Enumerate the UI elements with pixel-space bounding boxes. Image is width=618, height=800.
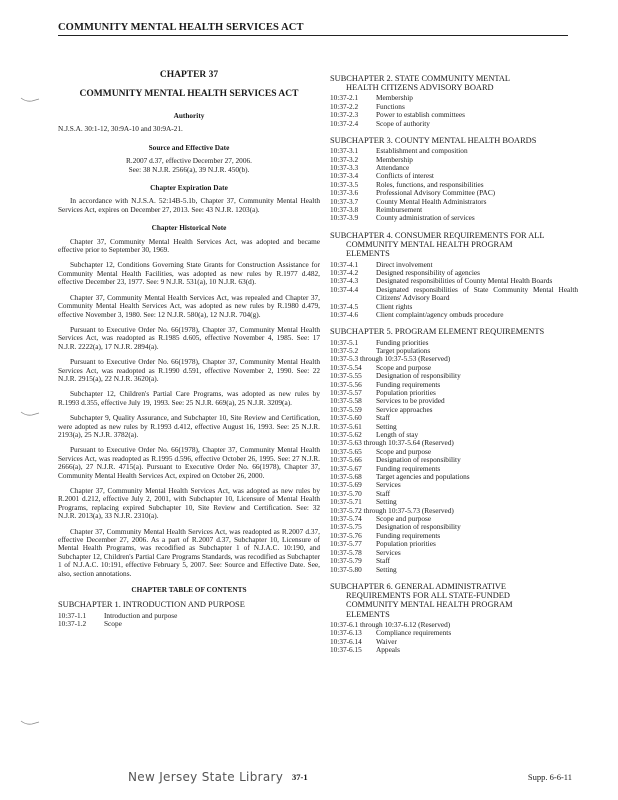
section-range: 10:37-5.63 through 10:37-5.64 (Reserved) (330, 438, 454, 448)
toc-entry (330, 456, 578, 464)
section-range: 10:37-5.3 through 10:37-5.53 (Reserved) (330, 354, 451, 364)
section-label: Client rights (376, 301, 413, 311)
section-number: 10:37-5.56 (330, 379, 362, 389)
chapter-title: COMMUNITY MENTAL HEALTH SERVICES ACT (79, 89, 299, 99)
toc-entry (330, 397, 578, 405)
supplement-date: Supp. 6-6-11 (527, 772, 572, 782)
authority-heading: Authority (173, 111, 205, 120)
subchapter-title (330, 136, 578, 145)
subchapter-title-line: ELEMENTS (346, 609, 390, 619)
toc-entry-range (330, 507, 578, 515)
subchapter-title (58, 600, 320, 609)
history-paragraph: Pursuant to Executive Order No. 66(1978), Chapter 37, Community Mental Health Services Act, was readopted as R.1985 d.605, effective November 4, 1985. See: 17 N.J.R. 2222(a), 17 N.J.R. 2894(a). (58, 324, 320, 351)
section-label: Population priorities (376, 387, 436, 397)
toc-entry (330, 540, 578, 548)
toc-entry (330, 490, 578, 498)
section-number: 10:37-5.55 (330, 371, 362, 381)
section-number: 10:37-3.8 (330, 205, 359, 215)
section-number: 10:37-2.4 (330, 118, 359, 128)
toc-entry (330, 549, 578, 557)
section-number: 10:37-6.13 (330, 628, 362, 638)
subchapter-title (330, 582, 578, 619)
section-number: 10:37-5.66 (330, 455, 362, 465)
toc-entry (330, 406, 578, 414)
section-label: Appeals (376, 644, 400, 654)
section-label: Professional Advisory Committee (PAC) (376, 188, 496, 198)
subchapter-title-line: COMMUNITY MENTAL HEALTH PROGRAM (346, 240, 513, 250)
margin-mark (20, 90, 40, 96)
toc-entry (330, 629, 578, 637)
section-number: 10:37-4.5 (330, 301, 359, 311)
section-label: Designation of responsibility (376, 371, 461, 381)
section-label: Scope and purpose (376, 514, 432, 524)
subchapter-title-line: REQUIREMENTS FOR ALL STATE-FUNDED (346, 591, 510, 601)
section-label: Waiver (376, 636, 397, 646)
section-number: 10:37-5.70 (330, 488, 362, 498)
history-paragraph: Subchapter 9, Quality Assurance, and Subchapter 10, Site Review and Certification, were adopted as new rules by R.1993 d.412, effective August 16, 1993. See: 25 N.J.R. 2193(a), 25 N.J.R. 3782(a). (58, 413, 320, 439)
history-paragraph: Chapter 37, Community Mental Health Services Act, was adopted and became effective prior to September 30, 1969. (58, 236, 320, 255)
section-label: Compliance requirements (376, 628, 452, 638)
subchapter-title-line: SUBCHAPTER 4. CONSUMER REQUIREMENTS FOR ALL (330, 230, 545, 240)
section-label: Designated responsibilities of County Mental Health Boards (376, 276, 553, 286)
section-label: Length of stay (376, 430, 419, 440)
toc-entry-range (330, 439, 578, 447)
subchapter-5 (330, 327, 578, 574)
section-number: 10:37-5.60 (330, 413, 362, 423)
section-number: 10:37-5.61 (330, 421, 362, 431)
section-number: 10:37-5.80 (330, 564, 362, 574)
section-label: Funding priorities (376, 337, 429, 347)
source-heading: Source and Effective Date (148, 142, 230, 152)
toc-entry (330, 414, 578, 422)
history-paragraph: Subchapter 12, Conditions Governing State Grants for Construction Assistance for Community Mental Health Facilities, was adopted as new rules by R.1977 d.482, effective December 23, 1977. See: 9 N.J.R. 531(a), 10 N.J.R. 63(d). (58, 260, 320, 287)
section-label: Roles, functions, and responsibilities (376, 179, 484, 189)
section-number: 10:37-3.4 (330, 171, 359, 181)
section-number: 10:37-5.78 (330, 547, 362, 557)
section-label: Direct involvement (376, 259, 433, 269)
library-watermark: New Jersey State Library (128, 770, 284, 784)
toc-entry-range (330, 355, 578, 363)
section-number: 10:37-5.65 (330, 446, 362, 456)
toc-entry (330, 94, 578, 102)
section-number: 10:37-5.71 (330, 497, 362, 507)
toc-entry (330, 311, 578, 319)
toc-entry (330, 532, 578, 540)
subchapter-title-line: ELEMENTS (346, 249, 390, 259)
source-text: See: 38 N.J.R. 2566(a), 39 N.J.R. 450(b). (128, 164, 250, 174)
toc-entry (330, 481, 578, 489)
section-number: 10:37-6.14 (330, 636, 362, 646)
history-paragraph: Chapter 37, Community Mental Health Services Act, was adopted as new rules by R.2001 d.212, effective July 2, 2001, with Subchapter 10, Licensure of Mental Health Programs, replacing expired Subchapter 10, Site Review and Certification. See: 32 N.J.R. 2013(a), 33 N.J.R. 2310(a). (58, 486, 320, 521)
section-number: 10:37-3.3 (330, 163, 359, 173)
section-label: Scope and purpose (376, 362, 432, 372)
toc-entry (330, 473, 578, 481)
subchapter-title-line: SUBCHAPTER 3. COUNTY MENTAL HEALTH BOARDS (330, 136, 537, 146)
section-number: 10:37-3.7 (330, 196, 359, 206)
section-number: 10:37-5.58 (330, 396, 362, 406)
subchapter-2 (330, 74, 578, 128)
section-number: 10:37-5.79 (330, 556, 362, 566)
section-label: Population priorities (376, 539, 436, 549)
page-footer (0, 770, 618, 790)
section-label: Staff (376, 488, 391, 498)
history-heading: Chapter Historical Note (151, 223, 227, 233)
section-number: 10:37-4.2 (330, 267, 359, 277)
section-label: Membership (376, 93, 413, 103)
section-label: Establishment and composition (376, 146, 468, 156)
right-column (330, 74, 578, 662)
section-number: 10:37-2.2 (330, 101, 359, 111)
section-label: Services (376, 547, 401, 557)
section-label: Scope (104, 619, 122, 629)
subchapter-1 (58, 600, 320, 628)
section-number: 10:37-5.59 (330, 404, 362, 414)
section-label: Service approaches (376, 404, 433, 414)
section-number: 10:37-5.77 (330, 539, 362, 549)
section-number: 10:37-5.62 (330, 430, 362, 440)
section-label: Introduction and purpose (104, 610, 178, 620)
toc-entry (330, 557, 578, 565)
section-label: Attendance (376, 163, 410, 173)
section-label: Conflicts of interest (376, 171, 434, 181)
section-label: Setting (376, 497, 397, 507)
history-paragraph: Pursuant to Executive Order No. 66(1978), Chapter 37, Community Mental Health Services Act, was readopted as R.1995 d.596, effective October 26, 1995. See: 27 N.J.R. 2666(a), 27 N.J.R. 4715(a). Pursuant to Executive Order No. 66(1978), Chapter 37, Community Mental Health Services Act, expired on October 26, 2000. (58, 445, 320, 480)
subchapter-title-line: SUBCHAPTER 1. INTRODUCTION AND PURPOSE (58, 600, 245, 610)
section-label: Designation of responsibility (376, 522, 461, 532)
section-label: Setting (376, 564, 397, 574)
toc-entry-range (330, 621, 578, 629)
margin-mark (20, 713, 40, 719)
margin-mark (20, 404, 40, 410)
toc-entry (330, 198, 578, 206)
subchapter-title (330, 74, 578, 92)
subchapter-title-line: HEALTH CITIZENS ADVISORY BOARD (346, 83, 494, 93)
section-label: Membership (376, 154, 413, 164)
section-number: 10:37-5.69 (330, 480, 362, 490)
history-paragraph: Chapter 37, Community Mental Health Services Act, was repealed and Chapter 37, Community Mental Health Services Act, was adopted as new rules by R.1980 d.479, effective November 3, 1980. See: 12 N.J.R. 580(a), 12 N.J.R. 704(g). (58, 292, 320, 319)
section-label: Services (376, 480, 401, 490)
authority-text: N.J.S.A. 30:1-12, 30:9A-10 and 30:9A-21. (58, 124, 183, 134)
section-number: 10:37-3.2 (330, 154, 359, 164)
toc-entry (330, 389, 578, 397)
source-text: R.2007 d.37, effective December 27, 2006. (126, 156, 252, 166)
section-number: 10:37-3.6 (330, 188, 359, 198)
subchapter-6 (330, 582, 578, 654)
section-number: 10:37-4.6 (330, 309, 359, 319)
toc-entry (330, 120, 578, 128)
section-label: County Mental Health Administrators (376, 196, 487, 206)
toc-entry (330, 164, 578, 172)
toc-entry (330, 646, 578, 654)
section-number: 10:37-5.68 (330, 472, 362, 482)
subchapter-title-line: SUBCHAPTER 2. STATE COMMUNITY MENTAL (330, 74, 511, 83)
left-column (58, 70, 320, 636)
section-label: Scope of authority (376, 118, 430, 128)
section-range: 10:37-6.1 through 10:37-6.12 (Reserved) (330, 619, 451, 629)
section-label: Reimbursement (376, 205, 423, 215)
toc-entry (330, 339, 578, 347)
section-label: Funding requirements (376, 463, 441, 473)
section-label: Target populations (376, 345, 431, 355)
toc-entry (330, 214, 578, 222)
section-number: 10:37-4.3 (330, 276, 359, 286)
section-label: Designation of responsibility (376, 455, 461, 465)
section-label: Power to establish committees (376, 110, 465, 120)
toc-entry (330, 381, 578, 389)
history-paragraph: Subchapter 12, Children's Partial Care Programs, was adopted as new rules by R.1993 d.355, effective July 19, 1993. See: 25 N.J.R. 669(a), 25 N.J.R. 3209(a). (58, 389, 320, 407)
toc-entry (330, 147, 578, 155)
section-label: Client complaint/agency ombuds procedure (376, 309, 504, 319)
subchapter-title-line: COMMUNITY MENTAL HEALTH PROGRAM (346, 600, 513, 610)
section-label: Staff (376, 413, 391, 423)
section-number: 10:37-6.15 (330, 644, 362, 654)
section-number: 10:37-1.1 (58, 610, 87, 620)
section-label: Target agencies and populations (376, 472, 470, 482)
toc-entry (330, 423, 578, 431)
expiration-text: In accordance with N.J.S.A. 52:14B-5.1b, Chapter 37, Community Mental Health Services Act, expires on December 27, 2013. See: 43 N.J.R. 1203(a). (58, 196, 320, 214)
history-paragraph: Pursuant to Executive Order No. 66(1978), Chapter 37, Community Mental Health Services Act, was readopted as R.1990 d.591, effective November 2, 1990. See: 22 N.J.R. 2915(a), 22 N.J.R. 3620(a). (58, 357, 320, 383)
subchapter-4 (330, 231, 578, 319)
section-label: Funding requirements (376, 379, 441, 389)
section-label: Designated responsibilities of State Community Mental Health Citizens' Advisory Board (376, 284, 578, 303)
section-number: 10:37-2.1 (330, 93, 359, 103)
subchapter-3 (330, 136, 578, 223)
running-head: COMMUNITY MENTAL HEALTH SERVICES ACT (58, 22, 568, 36)
chapter-number: CHAPTER 37 (159, 70, 219, 80)
expiration-heading: Chapter Expiration Date (150, 183, 228, 193)
toc-entry (58, 612, 320, 620)
section-number: 10:37-5.67 (330, 463, 362, 473)
section-number: 10:37-5.76 (330, 530, 362, 540)
toc-heading: CHAPTER TABLE OF CONTENTS (131, 585, 247, 595)
toc-entry (330, 111, 578, 119)
section-number: 10:37-4.4 (330, 284, 359, 294)
subchapter-title-line: SUBCHAPTER 6. GENERAL ADMINISTRATIVE (330, 581, 507, 591)
subchapter-title-line: SUBCHAPTER 5. PROGRAM ELEMENT REQUIREMENTS (330, 327, 545, 337)
section-number: 10:37-4.1 (330, 259, 359, 269)
toc-entry (330, 372, 578, 380)
section-label: Services to be provided (376, 396, 445, 406)
subchapter-title (330, 327, 578, 336)
toc-entry (58, 620, 320, 628)
section-number: 10:37-1.2 (58, 619, 87, 629)
section-number: 10:37-5.2 (330, 345, 359, 355)
section-number: 10:37-5.75 (330, 522, 362, 532)
section-label: Staff (376, 556, 391, 566)
section-label: Functions (376, 101, 405, 111)
toc-entry (330, 156, 578, 164)
toc-entry (330, 638, 578, 646)
section-number: 10:37-5.1 (330, 337, 359, 347)
section-number: 10:37-3.9 (330, 213, 359, 223)
section-number: 10:37-2.3 (330, 110, 359, 120)
section-label: Funding requirements (376, 530, 441, 540)
section-number: 10:37-5.74 (330, 514, 362, 524)
section-label: Setting (376, 421, 397, 431)
toc-entry (330, 523, 578, 531)
section-number: 10:37-5.54 (330, 362, 362, 372)
section-label: Designed responsibility of agencies (376, 267, 480, 277)
section-range: 10:37-5.72 through 10:37-5.73 (Reserved) (330, 505, 454, 515)
subchapter-title (330, 231, 578, 259)
page-number: 37-1 (292, 772, 308, 782)
history-paragraph: Chapter 37, Community Mental Health Services Act, was readopted as R.2007 d.37, effective December 27, 2006. As a part of R.2007 d.37, Subchapter 10, Licensure of Mental Health Programs, was recodified as Subchapter 1 of N.J.A.C. 10:190, and Subchapter 12, Children's Partial Care Programs Standards, was recodified as Subchapter 1 of N.J.A.C. 10:191, effective February 5, 2007. See: Source and Effective Date. See, also, section annotations. (58, 526, 320, 578)
section-number: 10:37-3.1 (330, 146, 359, 156)
toc-entry (330, 286, 578, 303)
toc-entry (330, 566, 578, 574)
section-number: 10:37-5.57 (330, 387, 362, 397)
section-label: County administration of services (376, 213, 475, 223)
section-label: Scope and purpose (376, 446, 432, 456)
section-number: 10:37-3.5 (330, 179, 359, 189)
